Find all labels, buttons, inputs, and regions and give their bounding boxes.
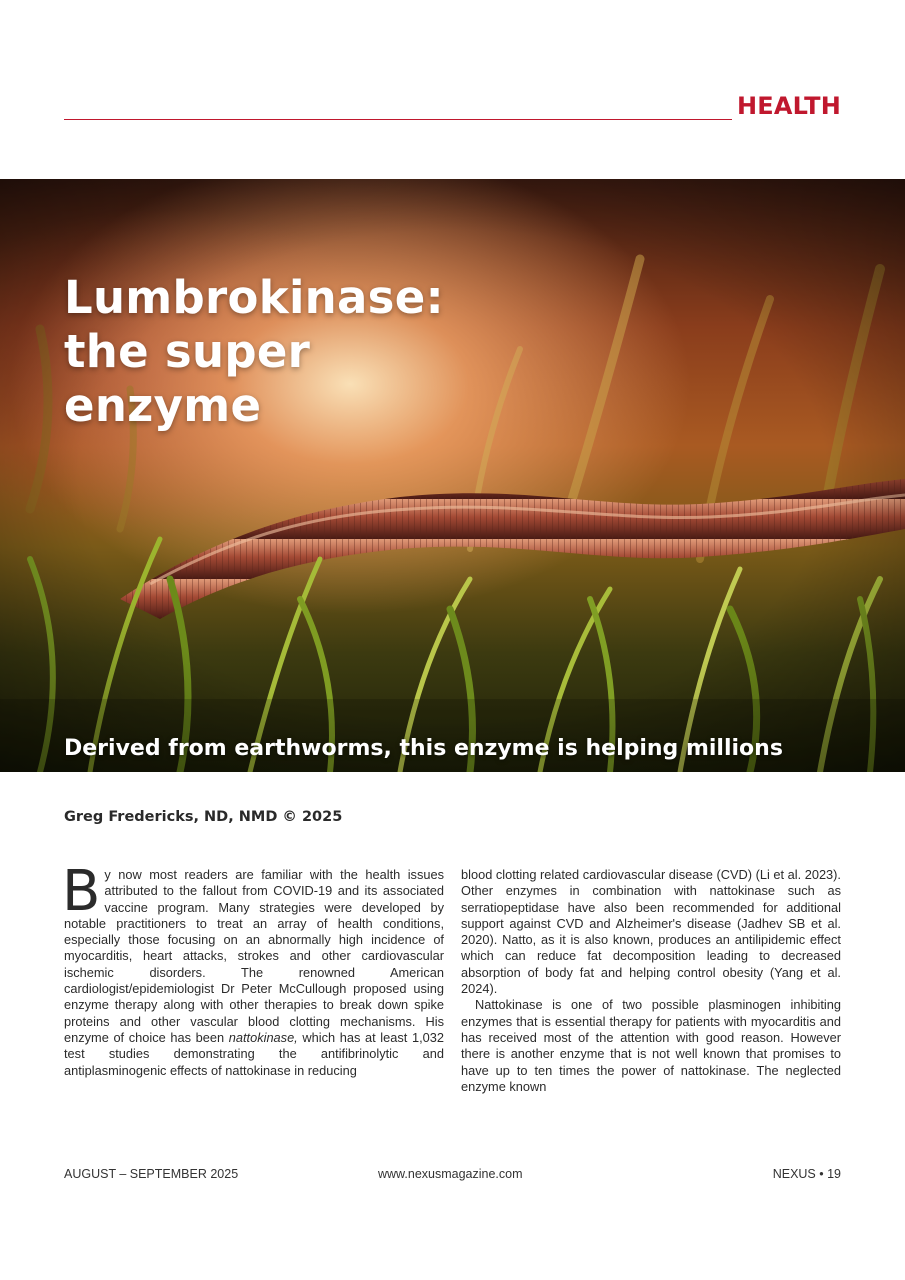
footer-website: www.nexusmagazine.com — [378, 1167, 523, 1181]
footer-page-number: NEXUS • 19 — [772, 1167, 841, 1181]
earthworm-in-grass-photo — [0, 179, 905, 772]
body-column-right — [461, 867, 841, 1095]
section-rule — [64, 119, 732, 120]
hero-image — [0, 179, 905, 772]
body-paragraph: Nattokinase is one of two possible plasminogen inhibiting enzymes that is essential therapy for patients with myocarditis and has received most of the attention with good reason. However there is another enzyme that is not well known that promises to have up to ten times the power of nattokinase. The neglected enzyme known — [461, 997, 841, 1094]
body-emphasis: nattokinase, — [228, 1029, 298, 1045]
dropcap: B — [62, 859, 101, 924]
title-line: Lumbrokinase: — [64, 271, 444, 324]
body-text: y now most readers are familiar with the health issues attributed to the fallout from COVID-19 and its associated vaccine program. Many strategies were developed by notable practitioners to treat an array of health conditions, especially those focusing on an abnormally high incidence of myocarditis, heart attacks, strokes and other cardiovascular ischemic disorders. The renowned American cardiologist/epidemiologist Dr Peter McCullough proposed using enzyme therapy along with other therapies to break down spike proteins and other vascular blood clotting mechanisms. His enzyme of choice has been — [64, 867, 444, 1045]
article-subtitle: Derived from earthworms, this enzyme is helping millions — [64, 736, 783, 761]
body-paragraph: blood clotting related cardiovascular disease (CVD) (Li et al. 2023). Other enzymes in combination with nattokinase such as serratiopeptidase have also been recommended for additional support against CVD and Alzheimer's disease (Jadhev SB et al. 2020). Natto, as it is also known, produces an antilipidemic effect which can reduce fat decomposition leading to decreased absorption of body fat and helping control obesity (Yang et al. 2024). — [461, 867, 841, 997]
footer-date: AUGUST – SEPTEMBER 2025 — [64, 1167, 239, 1181]
body-column-left — [62, 859, 444, 1079]
byline: Greg Fredericks, ND, NMD © 2025 — [64, 809, 343, 825]
title-line: enzyme — [64, 379, 262, 432]
title-line: the super — [64, 325, 311, 378]
article-title — [64, 271, 444, 433]
section-tag: HEALTH — [736, 92, 841, 120]
body-paragraph — [62, 859, 444, 1079]
body-text: which has at least 1,032 test studies demonstrating the antifibrinolytic and antiplasminogenic effects of nattokinase in reducing — [64, 1029, 444, 1078]
